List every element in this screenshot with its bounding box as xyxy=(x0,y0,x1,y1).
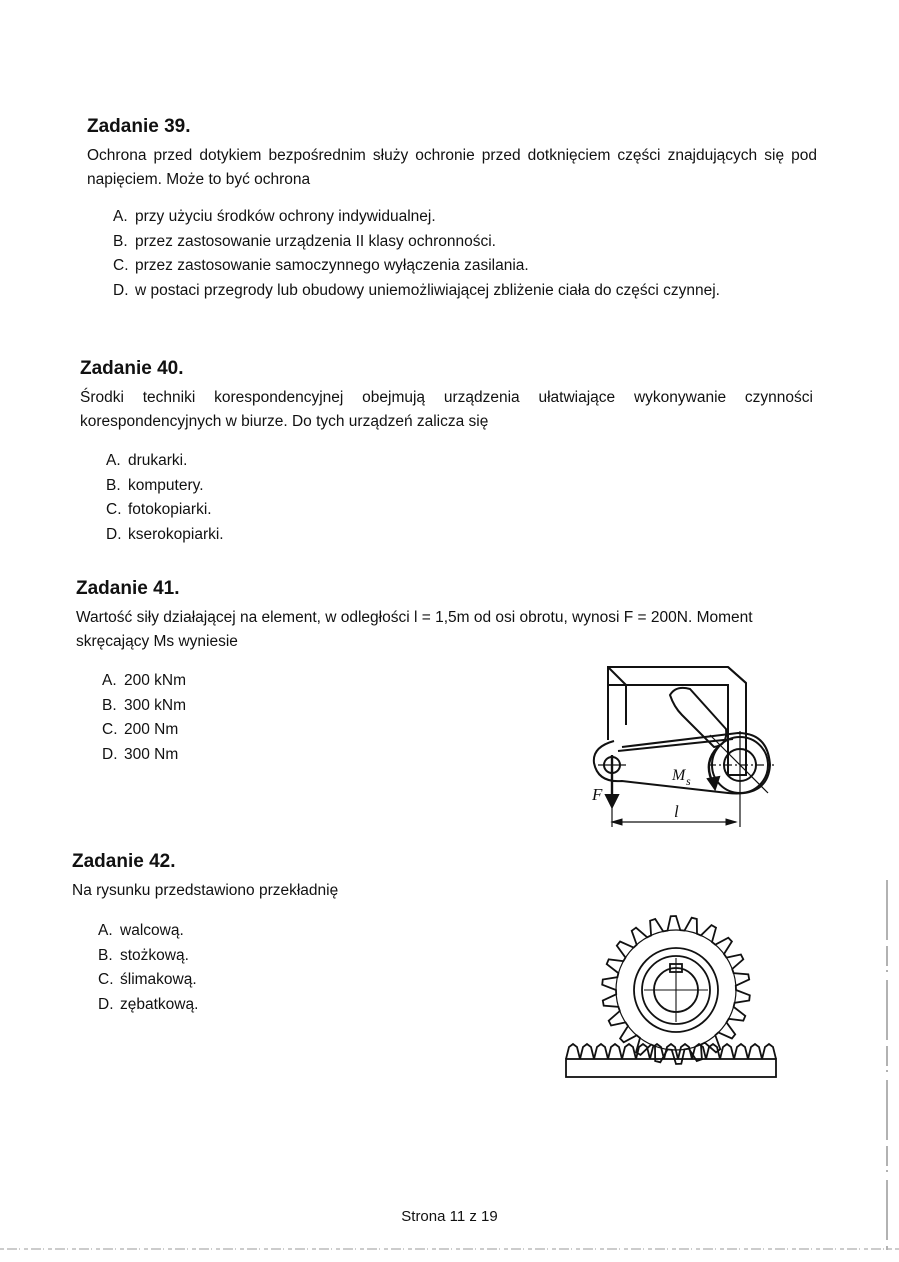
answer-option-b[interactable] xyxy=(106,474,813,499)
answer-text: ślimakową. xyxy=(120,971,197,988)
answer-option-d[interactable] xyxy=(113,279,817,304)
task-40 xyxy=(80,358,813,547)
scan-artifact-right xyxy=(884,880,890,1250)
answer-letter: C. xyxy=(102,721,118,738)
task-42 xyxy=(72,851,572,1017)
page-footer: Strona 11 z 19 xyxy=(401,1208,498,1225)
answer-text: przez zastosowanie samoczynnego wyłączenia zasilania. xyxy=(135,257,529,274)
answer-text: 200 kNm xyxy=(124,672,187,689)
answer-text: fotokopiarki. xyxy=(128,501,212,518)
moment-subscript: s xyxy=(686,774,691,788)
answer-text: stożkową. xyxy=(120,946,189,964)
answer-option-d[interactable] xyxy=(98,993,572,1018)
force-label: F xyxy=(592,785,603,804)
answer-letter: B. xyxy=(102,696,117,714)
answer-text: kserokopiarki. xyxy=(128,525,224,543)
answer-letter: C. xyxy=(113,257,129,274)
gear-rack-diagram xyxy=(560,908,782,1086)
answer-text: 300 Nm xyxy=(124,745,179,763)
answer-text: przy użyciu środków ochrony indywidualnej. xyxy=(135,208,436,225)
moment-label: M xyxy=(672,767,686,784)
answer-text: 200 Nm xyxy=(124,721,179,738)
answer-list xyxy=(113,205,817,303)
answer-letter: B. xyxy=(98,946,113,964)
answer-text: przez zastosowanie urządzenia II klasy ochronności. xyxy=(135,232,496,250)
task-title: Zadanie 41. xyxy=(76,578,180,599)
task-title: Zadanie 40. xyxy=(80,358,184,379)
scan-artifact-bottom xyxy=(0,1246,899,1252)
answer-letter: B. xyxy=(113,232,128,250)
answer-option-a[interactable] xyxy=(98,919,572,944)
task-question: Ochrona przed dotykiem bezpośrednim służy ochronie przed dotknięciem części znajdujących się pod napięciem. Może to być ochrona xyxy=(87,147,817,188)
answer-letter: D. xyxy=(106,525,122,543)
answer-letter: C. xyxy=(106,501,122,518)
answer-option-a[interactable] xyxy=(106,449,813,474)
answer-option-a[interactable] xyxy=(113,205,817,230)
answer-option-c[interactable] xyxy=(113,254,817,279)
answer-list xyxy=(98,919,572,1017)
answer-letter: D. xyxy=(98,995,114,1013)
answer-text: 300 kNm xyxy=(124,696,187,714)
answer-option-b[interactable] xyxy=(98,944,572,969)
answer-letter: D. xyxy=(102,745,118,763)
answer-list xyxy=(106,449,813,547)
answer-text: w postaci przegrody lub obudowy uniemożliwiającej zbliżenie ciała do części czynnej. xyxy=(135,281,720,299)
answer-text: zębatkową. xyxy=(120,995,199,1013)
task-question: Na rysunku przedstawiono przekładnię xyxy=(72,882,339,899)
length-label: l xyxy=(674,802,679,821)
answer-letter: A. xyxy=(113,208,128,225)
answer-letter: A. xyxy=(98,922,113,939)
answer-letter: B. xyxy=(106,476,121,494)
answer-text: komputery. xyxy=(128,476,204,494)
answer-option-c[interactable] xyxy=(106,498,813,523)
answer-option-c[interactable] xyxy=(98,968,572,993)
answer-letter: D. xyxy=(113,281,129,299)
answer-text: walcową. xyxy=(120,922,184,939)
rack-teeth xyxy=(566,1044,776,1059)
answer-option-b[interactable] xyxy=(113,230,817,255)
answer-letter: A. xyxy=(102,672,117,689)
answer-letter: C. xyxy=(98,971,114,988)
answer-letter: A. xyxy=(106,452,121,469)
task-39 xyxy=(87,116,817,303)
answer-text: drukarki. xyxy=(128,452,188,469)
task-title: Zadanie 39. xyxy=(87,116,191,137)
task-title: Zadanie 42. xyxy=(72,851,176,872)
task-question: Środki techniki korespondencyjnej obejmują urządzenia ułatwiające wykonywanie czynności korespondencyjnych w biurze. Do tych urządzeń zalicza się xyxy=(80,389,813,430)
answer-option-d[interactable] xyxy=(106,523,813,548)
rack-bar xyxy=(566,1059,776,1077)
task-question: Wartość siły działającej na element, w odległości l = 1,5m od osi obrotu, wynosi F = 200N. Moment skręcający Ms wyniesie xyxy=(76,609,753,650)
torque-lever-diagram xyxy=(578,655,810,840)
